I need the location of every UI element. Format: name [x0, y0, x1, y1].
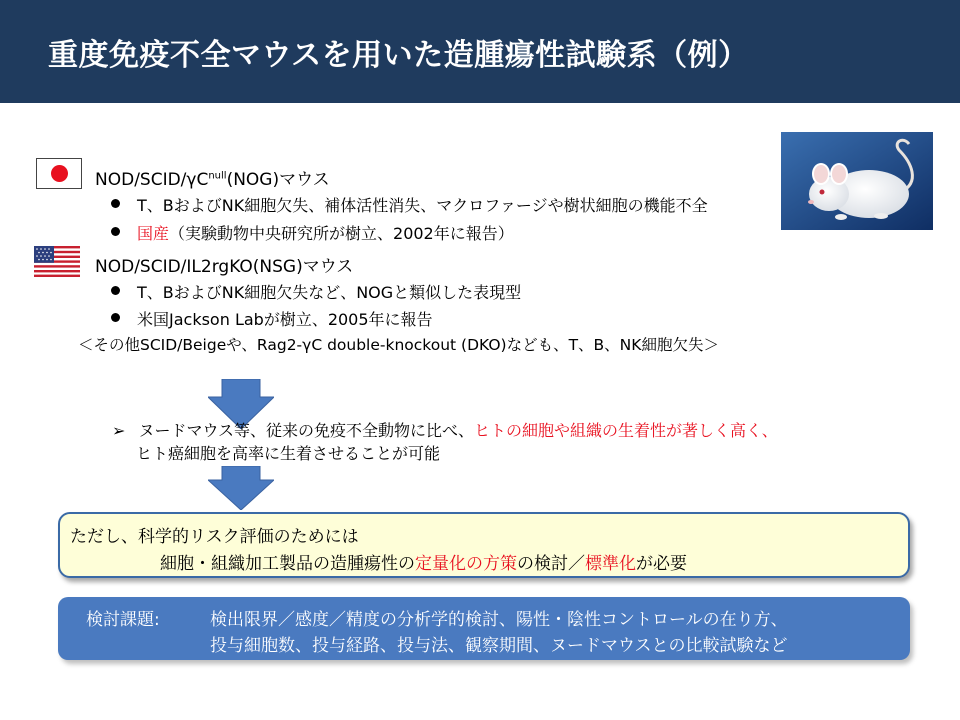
white-mouse-photo [781, 132, 933, 230]
conclusion-line-1: ただし、科学的リスク評価のためには [70, 527, 359, 547]
page-title: 重度免疫不全マウスを用いた造腫瘍性試験系（例） [48, 38, 749, 73]
others-note: ＜その他SCID/Beigeや、Rag2-γC double-knockout (DKO)なども、T、B、NK細胞欠失＞ [78, 336, 719, 354]
point-line-2: ヒト癌細胞を高率に生着させることが可能 [136, 444, 441, 463]
issues-line-2: 投与細胞数、投与経路、投与法、観察期間、ヌードマウスとの比較試験など [210, 636, 788, 656]
nsg-bullet-2: 米国Jackson Labが樹立、2005年に報告 [137, 310, 433, 329]
japan-flag-icon [36, 158, 82, 189]
bullet-dot [111, 313, 120, 322]
nog-bullet-2: 国産（実験動物中央研究所が樹立、2002年に報告） [137, 224, 514, 243]
issues-box [58, 597, 910, 660]
point-line-1: ➢ ヌードマウス等、従来の免疫不全動物に比べ、ヒトの細胞や組織の生着性が著しく高く、 [112, 421, 778, 440]
nsg-heading: NOD/SCID/IL2rgKO(NSG)マウス [95, 257, 354, 277]
down-arrow-icon [208, 466, 274, 510]
conclusion-line-2: 細胞・組織加工製品の造腫瘍性の定量化の方策の検討／標準化が必要 [160, 554, 687, 574]
conclusion-box [58, 512, 910, 578]
issues-label: 検討課題: [86, 610, 160, 630]
us-flag-icon [34, 246, 80, 277]
issues-line-1: 検出限界／感度／精度の分析学的検討、陽性・陰性コントロールの在り方、 [210, 610, 788, 630]
title-bar [0, 0, 960, 103]
nog-bullet-1: T、BおよびNK細胞欠失、補体活性消失、マクロファージや樹状細胞の機能不全 [137, 196, 708, 215]
bullet-dot [111, 286, 120, 295]
nog-heading: NOD/$SCID/\gamma C^{null}(NOG)$マウス [95, 170, 330, 190]
nsg-bullet-1: T、BおよびNK細胞欠失など、NOGと類似した表現型 [137, 283, 522, 302]
bullet-dot [111, 227, 120, 236]
bullet-dot [111, 199, 120, 208]
